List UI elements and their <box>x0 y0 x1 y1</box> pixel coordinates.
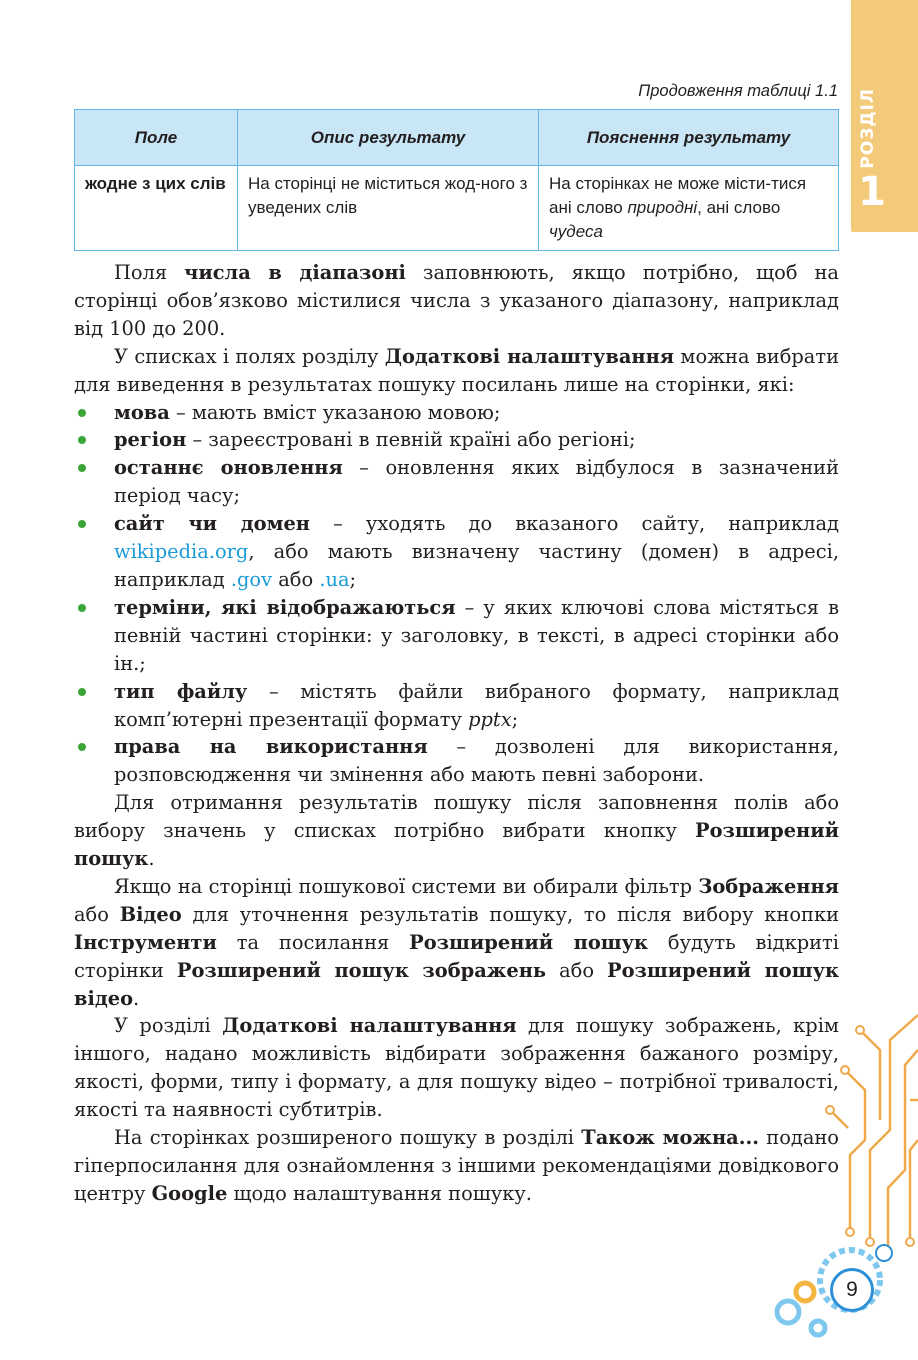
body-text <box>74 259 839 1208</box>
paragraph: Для отримання результатів пошуку після заповнення полів або вибору значень у списках потрібно вибрати кнопку Розширений пошук. <box>74 791 839 871</box>
paragraph: Якщо на сторінці пошукової системи ви обирали фільтр Зображення або Відео для уточнення результатів пошуку, то після вибору кнопки Інструменти та посилання Розширений пошук будуть відкриті сторінки Розширений пошук зображень або Розширений пошук відео. <box>74 874 839 1010</box>
paragraph: У списках і полях розділу Додаткові налаштування можна вибрати для виведення в результатах пошуку посилань лише на сторінки, які: <box>74 344 839 396</box>
link-gov[interactable]: .gov <box>230 567 273 591</box>
cell-field: жодне з цих слів <box>75 166 238 251</box>
bullet-list <box>74 399 839 790</box>
paragraph: У розділі Додаткові налаштування для пошуку зображень, крім іншого, надано можливість відбирати зображення бажаного розміру, якості, форми, типу і формату, а для пошуку відео – потрібної тривалості, якості та наявності субтитрів. <box>74 1014 839 1122</box>
bullet-icon <box>78 409 86 417</box>
header-description: Опис результату <box>238 110 539 166</box>
list-item: регіон – зареєстровані в певній країні або регіоні; <box>74 426 839 454</box>
search-fields-table <box>74 109 839 251</box>
bullet-icon <box>78 743 86 751</box>
chapter-label: РОЗДІЛ <box>858 88 878 169</box>
bullet-icon <box>78 464 86 472</box>
table-caption: Продовження таблиці 1.1 <box>638 82 838 100</box>
link-wikipedia[interactable]: wikipedia.org <box>114 540 249 564</box>
bullet-icon <box>78 688 86 696</box>
table-header-row <box>75 110 839 166</box>
bullet-icon <box>78 436 86 444</box>
chapter-number: 1 <box>858 169 886 215</box>
list-item: права на використання – дозволені для використання, розповсюдження чи змінення або мають певні заборони. <box>74 733 839 789</box>
link-ua[interactable]: .ua <box>319 567 350 591</box>
cell-description: На сторінці не міститься жод-ного з уведених слів <box>238 166 539 251</box>
bullet-icon <box>78 604 86 612</box>
list-item: сайт чи домен – уходять до вказаного сайту, наприклад wikipedia.org, або мають визначену частину (домен) в адресі, наприклад .gov або .ua; <box>74 510 839 594</box>
cell-explanation: На сторінках не може місти-тися ані слово природні, ані слово чудеса <box>539 166 839 251</box>
table-row <box>75 166 839 251</box>
paragraph: На сторінках розширеного пошуку в розділі Також можна... подано гіперпосилання для ознайомлення з іншими рекомендаціями довідкового центру Google щодо налаштування пошуку. <box>74 1126 839 1205</box>
header-explanation: Пояснення результату <box>539 110 839 166</box>
list-item: тип файлу – містять файли вибраного формату, наприклад комп’ютерні презентації формату pptx; <box>74 678 839 734</box>
list-item: терміни, які відображаються – у яких ключові слова містяться в певній частині сторінки: у заголовку, в тексті, в адресі сторінки або ін.; <box>74 594 839 678</box>
list-item: останнє оновлення – оновлення яких відбулося в зазначений період часу; <box>74 454 839 510</box>
paragraph: Поля числа в діапазоні заповнюють, якщо потрібно, щоб на сторінці обов’язково містилися числа з указаного діапазону, наприклад від 100 до 200. <box>74 261 839 340</box>
page-number: 9 <box>830 1268 874 1312</box>
header-field: Поле <box>75 110 238 166</box>
list-item: мова – мають вміст указаною мовою; <box>74 399 839 427</box>
bullet-icon <box>78 520 86 528</box>
